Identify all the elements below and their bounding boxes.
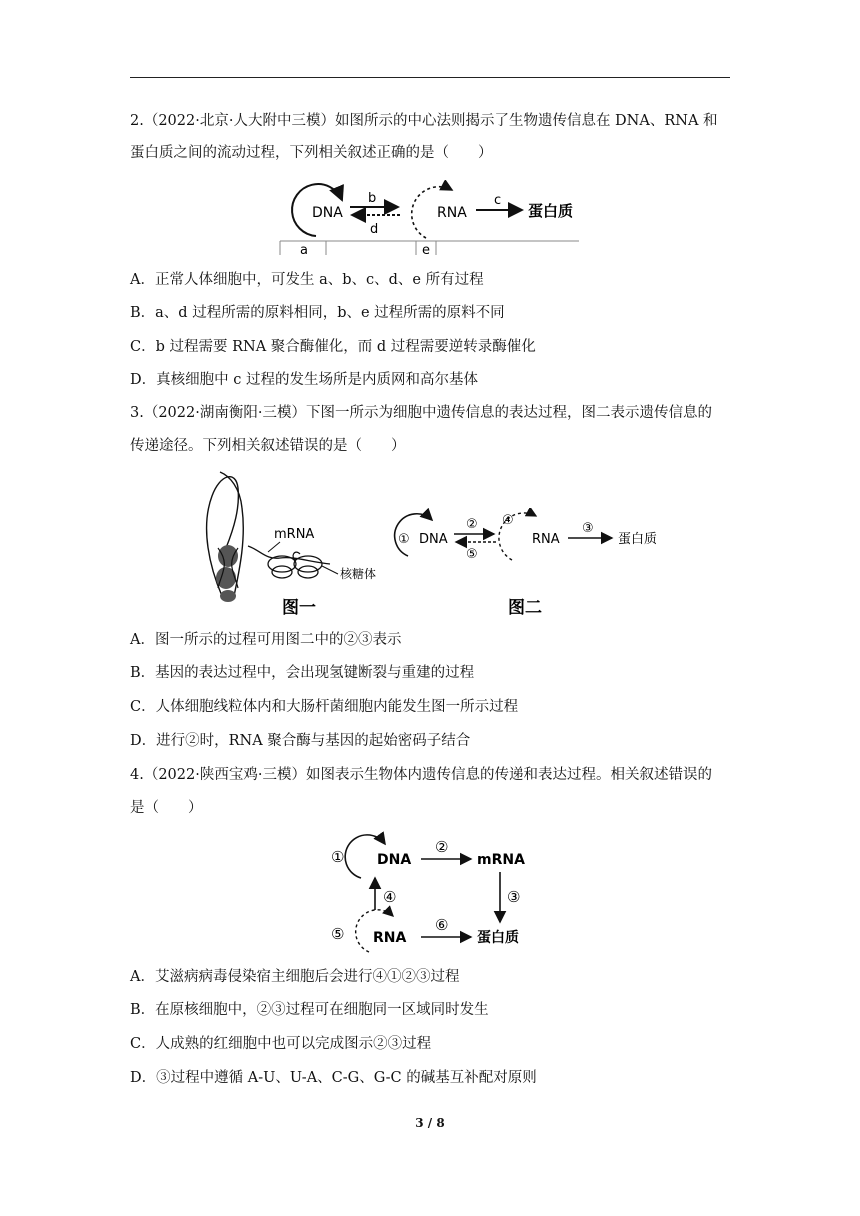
q4-option-a: A．艾滋病病毒侵染宿主细胞后会进行④①②③过程	[130, 969, 460, 985]
q3-fig2-n5: ⑤	[466, 547, 478, 562]
q3-fig2-caption: 图二	[508, 598, 542, 618]
q4-mrna: mRNA	[477, 852, 525, 868]
q2-label-e: e	[422, 243, 430, 258]
q3-fig2-n2: ②	[466, 517, 478, 532]
q3-fig2-rna: RNA	[532, 532, 560, 547]
q3-fig2-n3: ③	[582, 521, 594, 536]
q4-stem-line2: 是（ ）	[130, 800, 203, 816]
q4-option-c: C．人成熟的红细胞中也可以完成图示②③过程	[130, 1036, 432, 1052]
q2-label-c: c	[494, 193, 502, 208]
q4-stem-line1: 4.（2022·陕西宝鸡·三模）如图表示生物体内遗传信息的传递和表达过程。相关叙述错误的	[130, 767, 712, 783]
q3-fig2-dna: DNA	[419, 532, 448, 547]
q3-option-b: B．基因的表达过程中，会出现氢键断裂与重建的过程	[130, 665, 475, 681]
q4-dna: DNA	[377, 852, 412, 868]
q3-fig1-mrna-label: mRNA	[274, 527, 315, 542]
q3-option-a: A．图一所示的过程可用图二中的②③表示	[130, 632, 402, 648]
q2-option-b: B．a、d 过程所需的原料相同，b、e 过程所需的原料不同	[130, 305, 505, 321]
q2-option-a: A．正常人体细胞中，可发生 a、b、c、d、e 所有过程	[130, 272, 484, 288]
q4-n5: ⑤	[331, 925, 345, 943]
q4-n4: ④	[383, 888, 397, 906]
q2-rna-label: RNA	[437, 205, 467, 221]
q4-option-b: B．在原核细胞中，②③过程可在细胞同一区域同时发生	[130, 1002, 489, 1018]
q2-label-d: d	[370, 222, 379, 237]
q2-label-a: a	[300, 243, 308, 258]
q4-rna: RNA	[373, 930, 407, 946]
q4-option-d: D．③过程中遵循 A-U、U-A、C-G、G-C 的碱基互补配对原则	[130, 1070, 537, 1086]
q2-stem-line2: 蛋白质之间的流动过程，下列相关叙述正确的是（ ）	[130, 145, 493, 161]
q3-fig2-n4: ④	[502, 513, 514, 528]
q3-option-d: D．进行②时，RNA 聚合酶与基因的起始密码子结合	[130, 733, 471, 749]
q2-label-b: b	[368, 191, 377, 206]
q3-fig1-caption: 图一	[282, 598, 316, 618]
q4-n2: ②	[435, 838, 449, 856]
q3-stem-line2: 传递途径。下列相关叙述错误的是（ ）	[130, 438, 406, 454]
q2-option-c: C．b 过程需要 RNA 聚合酶催化，而 d 过程需要逆转录酶催化	[130, 339, 536, 355]
q3-fig2-protein: 蛋白质	[618, 532, 658, 547]
q2-protein-label: 蛋白质	[528, 202, 574, 220]
q2-central-dogma-figure	[276, 180, 588, 260]
q3-fig1-ribosome-label: 核糖体	[340, 567, 377, 581]
q4-n6: ⑥	[435, 916, 449, 934]
q4-n3: ③	[507, 888, 521, 906]
q4-protein: 蛋白质	[477, 930, 519, 946]
q3-fig2-n1: ①	[398, 532, 410, 547]
q2-option-d: D．真核细胞中 c 过程的发生场所是内质网和高尔基体	[130, 372, 478, 388]
header-rule	[130, 77, 730, 78]
q3-option-c: C．人体细胞线粒体内和大肠杆菌细胞内能发生图一所示过程	[130, 699, 519, 715]
q3-figure1-translation	[190, 468, 390, 618]
q3-figure2-central-dogma	[386, 508, 676, 618]
q4-n1: ①	[331, 848, 345, 866]
q4-information-flow-figure	[325, 826, 545, 956]
q2-dna-label: DNA	[312, 205, 343, 221]
q3-stem-line1: 3.（2022·湖南衡阳·三模）下图一所示为细胞中遗传信息的表达过程，图二表示遗传信息的	[130, 405, 712, 421]
q2-stem-line1: 2.（2022·北京·人大附中三模）如图所示的中心法则揭示了生物遗传信息在 DNA、RNA 和	[130, 113, 718, 129]
page-number: 3 / 8	[415, 1116, 445, 1130]
